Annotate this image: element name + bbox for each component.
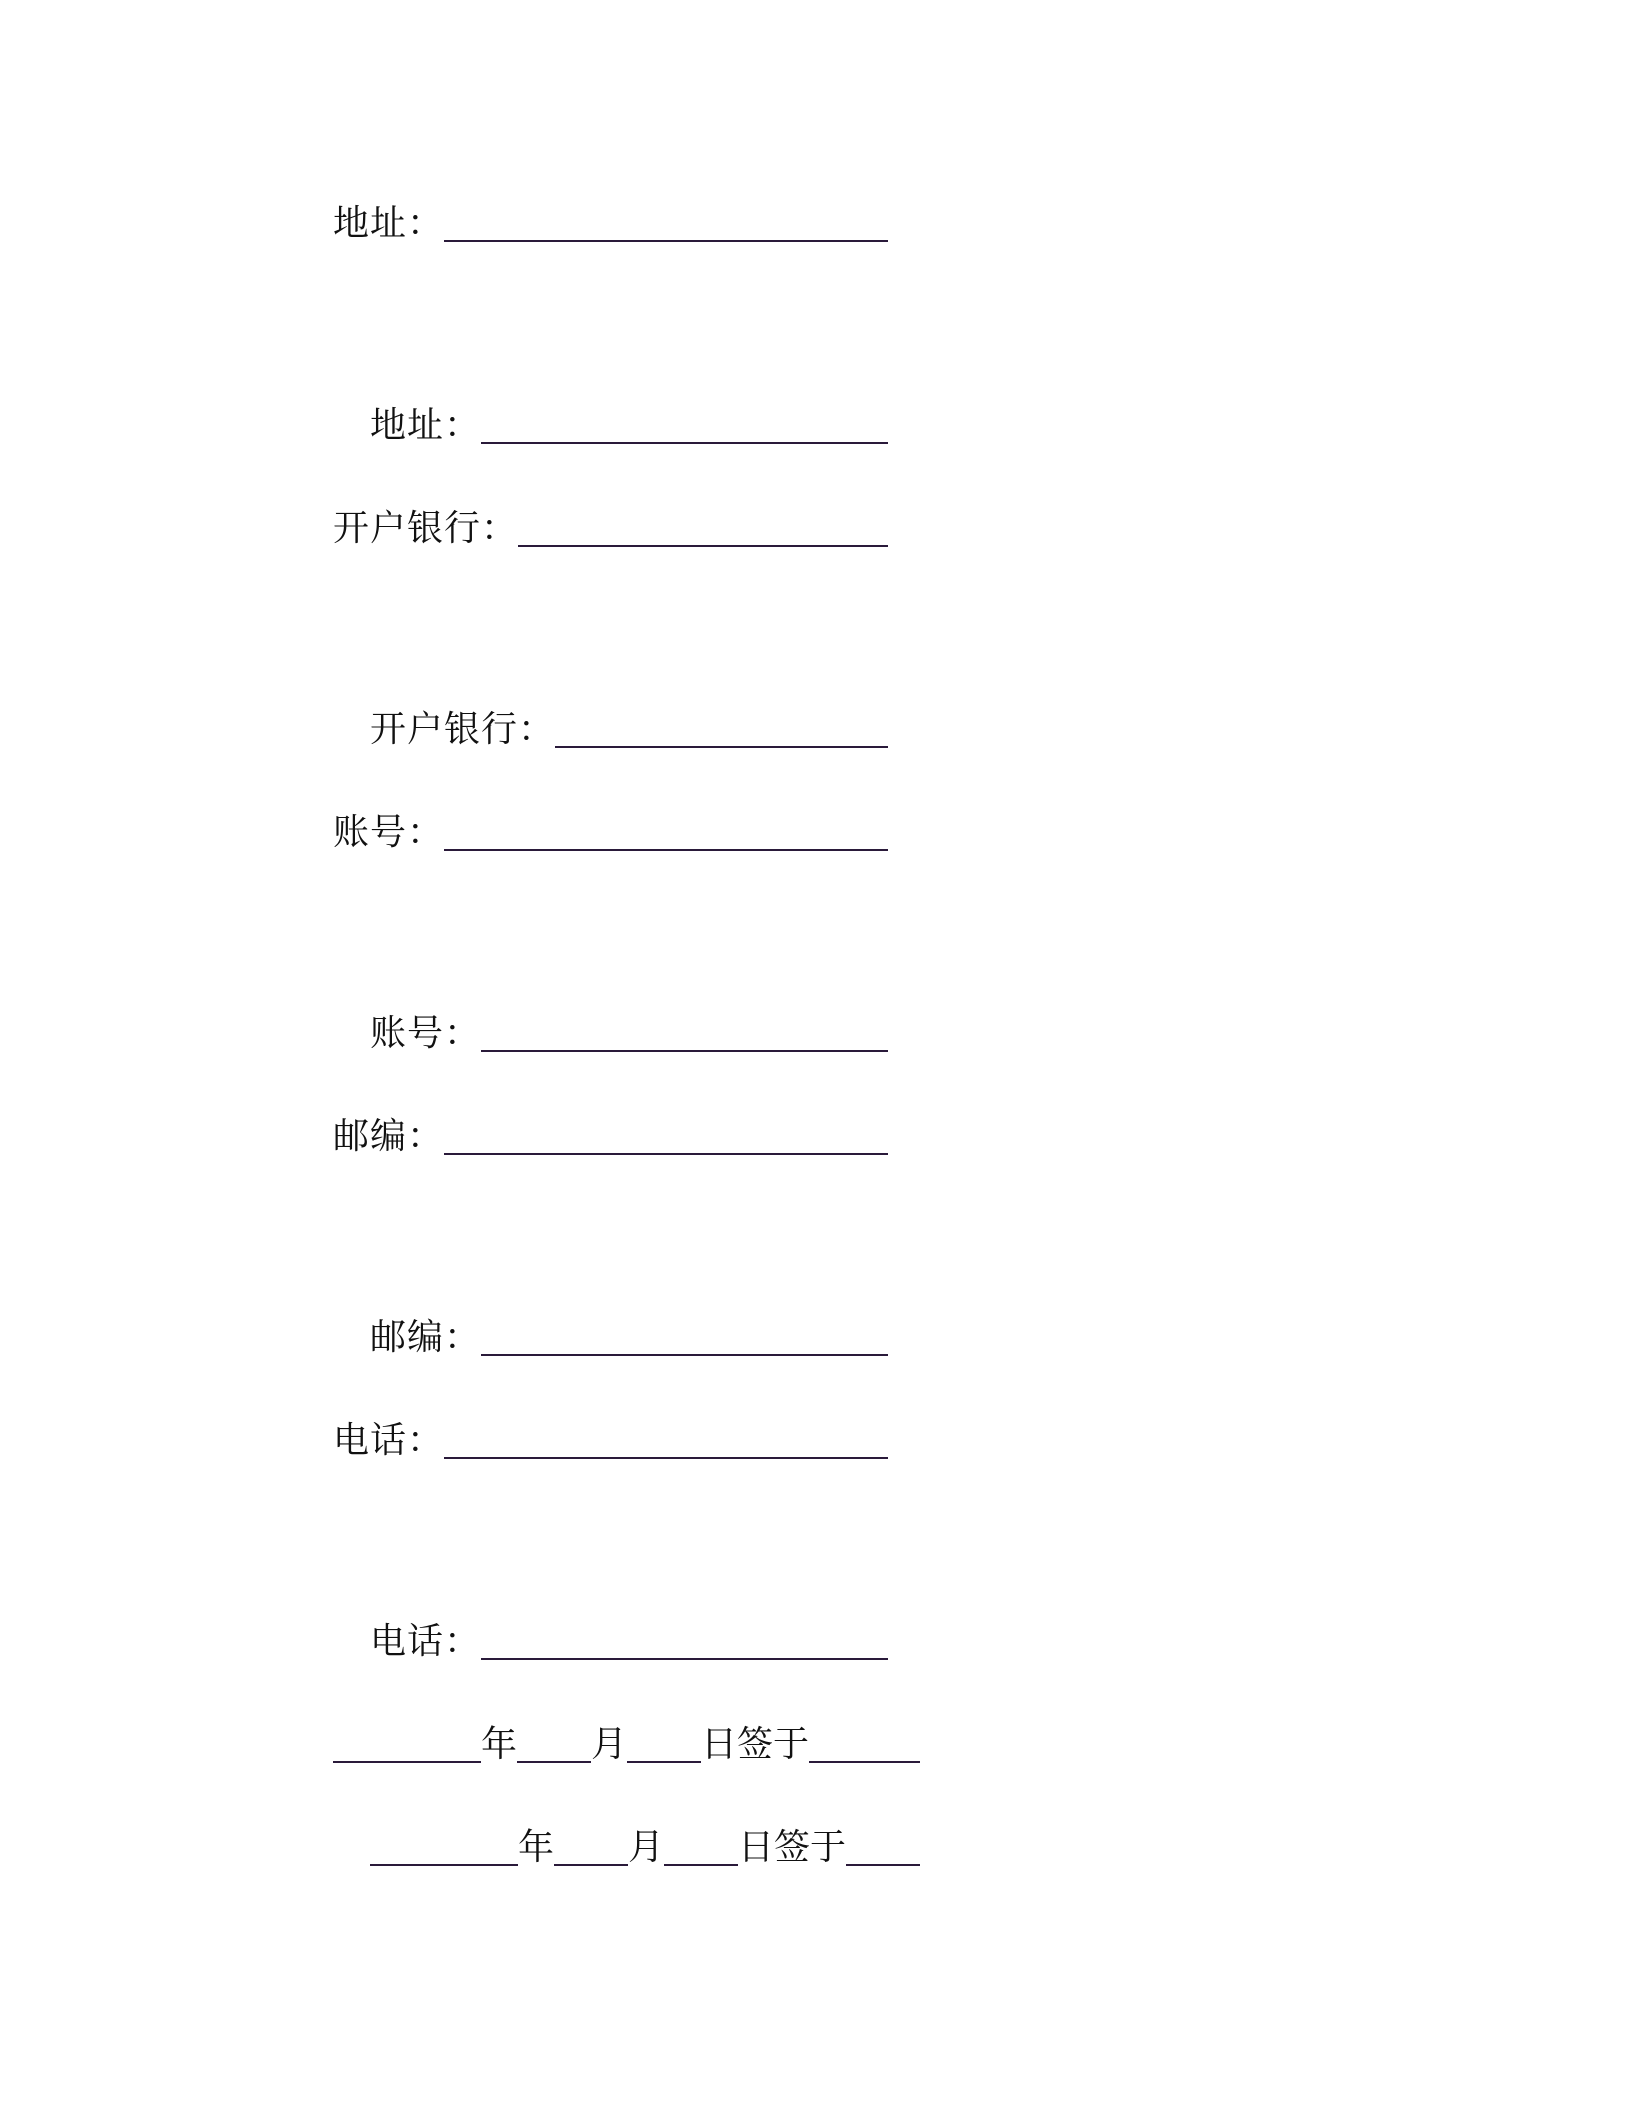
second-party-postcode-row [370, 1304, 888, 1360]
account-blank[interactable] [481, 1050, 888, 1052]
address-label: 地址： [333, 203, 445, 244]
phone-blank[interactable] [444, 1457, 888, 1459]
second-party-address-row [370, 392, 888, 448]
signing-place-blank[interactable] [846, 1864, 920, 1866]
day-signed-at-label: 日签于 [738, 1827, 847, 1868]
first-party-postcode-row [333, 1103, 888, 1159]
postcode-label: 邮编： [370, 1317, 482, 1358]
day-signed-at-label: 日签于 [701, 1724, 810, 1765]
phone-label: 电话： [333, 1420, 445, 1461]
address-blank[interactable] [481, 442, 888, 444]
first-party-bank-row [333, 495, 888, 551]
account-label: 账号： [370, 1013, 482, 1054]
month-blank[interactable] [554, 1864, 628, 1866]
first-party-account-row [333, 799, 888, 855]
month-blank[interactable] [517, 1761, 591, 1763]
bank-blank[interactable] [555, 746, 888, 748]
year-label: 年 [518, 1827, 555, 1868]
bank-blank[interactable] [518, 545, 888, 547]
first-party-address-row [333, 190, 888, 246]
second-party-account-row [370, 1000, 888, 1056]
year-label: 年 [481, 1724, 518, 1765]
day-blank[interactable] [627, 1761, 701, 1763]
day-blank[interactable] [664, 1864, 738, 1866]
first-signing-date-row [333, 1711, 920, 1767]
bank-label: 开户银行： [370, 709, 556, 750]
first-party-phone-row [333, 1407, 888, 1463]
address-label: 地址： [370, 405, 482, 446]
account-label: 账号： [333, 812, 445, 853]
phone-label: 电话： [370, 1621, 482, 1662]
month-label: 月 [628, 1827, 665, 1868]
bank-label: 开户银行： [333, 508, 519, 549]
postcode-blank[interactable] [444, 1153, 888, 1155]
phone-blank[interactable] [481, 1658, 888, 1660]
year-blank[interactable] [370, 1864, 518, 1866]
postcode-label: 邮编： [333, 1116, 445, 1157]
second-party-bank-row [370, 696, 888, 752]
address-blank[interactable] [444, 240, 888, 242]
second-signing-date-row [370, 1814, 920, 1870]
postcode-blank[interactable] [481, 1354, 888, 1356]
year-blank[interactable] [333, 1761, 481, 1763]
signing-place-blank[interactable] [809, 1761, 920, 1763]
second-party-phone-row [370, 1608, 888, 1664]
month-label: 月 [591, 1724, 628, 1765]
account-blank[interactable] [444, 849, 888, 851]
